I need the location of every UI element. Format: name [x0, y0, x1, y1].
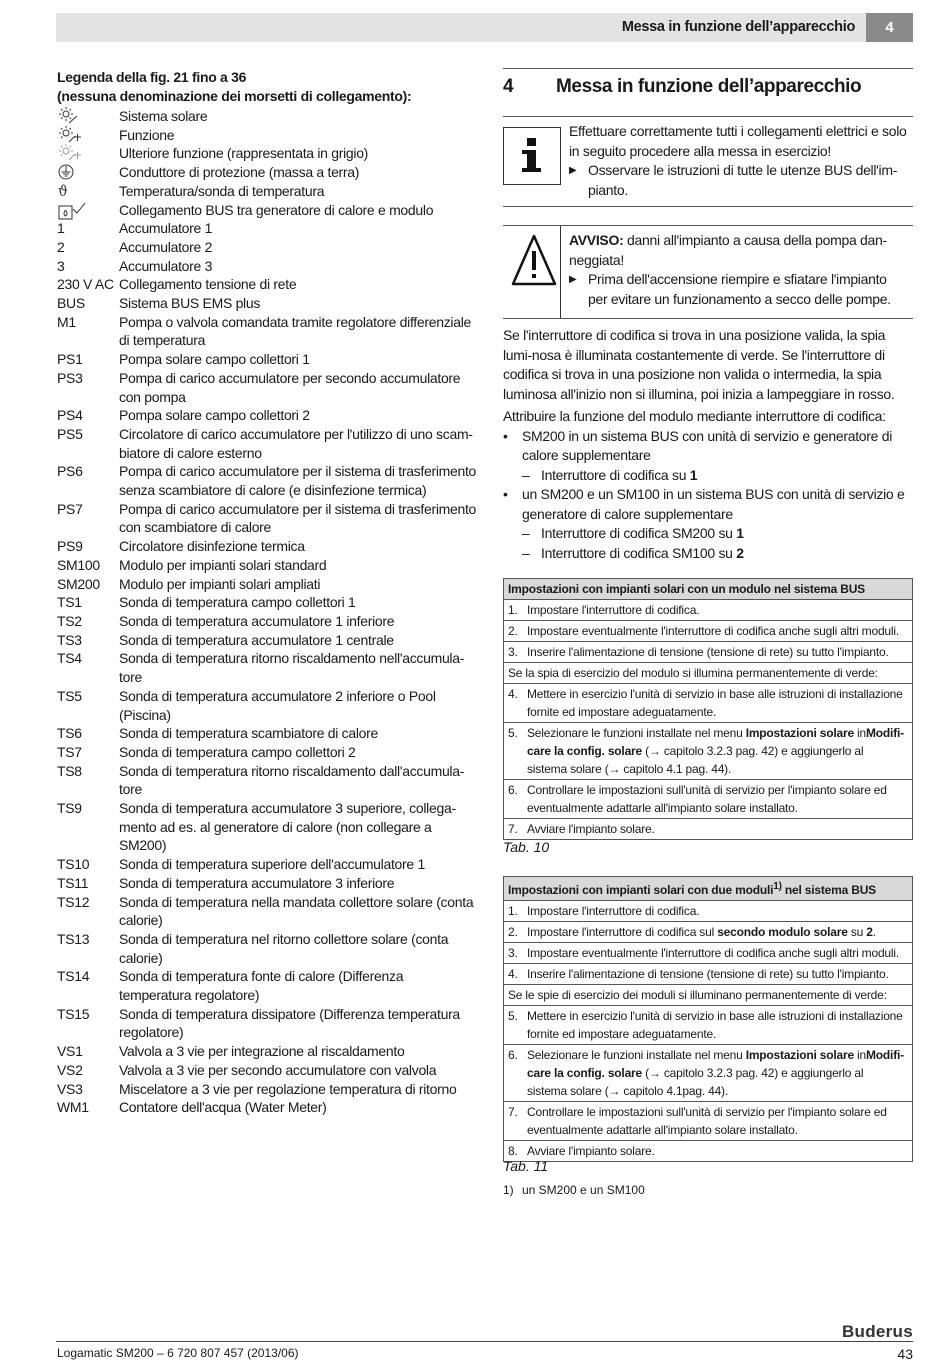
section-number: 4 [503, 76, 514, 97]
legend-item [57, 1005, 477, 1042]
legend-key: TS3 [57, 631, 82, 648]
legend-item [57, 275, 477, 294]
legend-title-line1: Legenda della fig. 21 fino a 36 [57, 69, 247, 85]
legend-text: Accumulatore 2 [119, 238, 213, 255]
warning-text [569, 231, 909, 270]
legend-text: Sonda di temperatura campo collettori 1 [119, 594, 356, 611]
legend-text: Sonda di temperatura accumulatore 1 centrale [119, 631, 394, 648]
legend-text: Pompa solare campo collettori 2 [119, 407, 310, 424]
info-text-block [569, 122, 909, 200]
section-top-rule [503, 68, 913, 69]
legend-key: PS7 [57, 500, 83, 517]
function-icon [57, 126, 119, 145]
table-row: 5. Selezionare le funzioni installate nel menu Impostazioni solare inModifi-care la config. solare (→ capitolo 3.2.3 pag. 42) e aggiungerlo al sistema solare (→ capitolo 4.1 pag. 44). [504, 723, 913, 780]
legend-key: WM1 [57, 1099, 89, 1116]
table-row: 2. Impostare l'interruttore di codifica sul secondo modulo solare su 2. [504, 922, 913, 943]
legend-key: TS13 [57, 930, 90, 947]
legend-text: Sonda di temperatura ritorno riscaldamento nell'accumula-tore [119, 650, 465, 686]
list-subitem: – Interruttore di codifica su 1 [522, 466, 698, 483]
body-content [503, 407, 913, 563]
legend-key: PS6 [57, 463, 83, 480]
table-row: 3. Impostare eventualmente l'interruttore di codifica anche sugli altri moduli. [504, 943, 913, 964]
list-item: • un SM200 e un SM100 in un sistema BUS con unità di servizio e generatore di calore supplementare [503, 486, 905, 522]
legend-item [57, 425, 477, 462]
legend-text: Pompa o valvola comandata tramite regolatore differenziale di temperatura [119, 313, 471, 349]
arrow-right-icon: ▶ [569, 274, 577, 285]
legend-item [57, 1098, 477, 1117]
table-row: 4. Inserire l'alimentazione di tensione (tensione di rete) su tutto l'impianto. [504, 964, 913, 985]
warning-action [569, 270, 909, 309]
legend-title-line2: (nessuna denominazione dei morsetti di collegamento): [57, 88, 412, 104]
temperature-sensor-icon [57, 182, 119, 201]
legend-item [57, 406, 477, 425]
legend-text: Sonda di temperatura ritorno riscaldamento dall'accumula-tore [119, 762, 465, 798]
footer-rule [56, 1341, 913, 1342]
legend-item [57, 967, 477, 1004]
legend-key: TS9 [57, 800, 82, 817]
legend-item [57, 182, 477, 201]
legend-text: Valvola a 3 vie per secondo accumulatore con valvola [119, 1061, 437, 1078]
chapter-number: 4 [866, 13, 913, 42]
table-row: 7. Avviare l'impianto solare. [504, 819, 913, 840]
table-11-caption: Tab. 11 [503, 1158, 549, 1174]
footnote: 1) un SM200 e un SM100 [503, 1183, 645, 1197]
legend-title [57, 68, 411, 106]
warning-bottom-rule [503, 318, 913, 319]
legend-item [57, 874, 477, 893]
info-action [569, 161, 909, 200]
info-icon [503, 127, 561, 185]
table-row: 1. Impostare l'interruttore di codifica. [504, 600, 913, 621]
table-note-row: Se le spie di esercizio dei moduli si illuminano permanentemente di verde: [504, 985, 913, 1006]
body-paragraph-2: Attribuire la funzione del modulo mediante interruttore di codifica: [503, 408, 886, 424]
legend-text: Modulo per impianti solari ampliati [119, 575, 321, 592]
legend-key: TS7 [57, 743, 82, 760]
info-action-text: Osservare le istruzioni di tutte le utenze BUS dell'im-pianto. [588, 162, 898, 198]
legend-text: Sonda di temperatura campo collettori 2 [119, 743, 356, 760]
legend-key: 230 V AC [57, 276, 114, 293]
legend-item [57, 687, 477, 724]
legend-item [57, 1080, 477, 1099]
legend-text: Contatore dell'acqua (Water Meter) [119, 1099, 327, 1116]
legend-key: SM100 [57, 556, 100, 573]
table-header: Impostazioni con impianti solari con due moduli$^{1)}$ nel sistema BUS [504, 877, 913, 901]
legend-item [57, 294, 477, 313]
warning-label: AVVISO: [569, 232, 624, 248]
legend-text: Funzione [119, 126, 175, 143]
page-header [56, 13, 913, 42]
legend-item [57, 462, 477, 499]
legend-text: Modulo per impianti solari standard [119, 556, 327, 573]
table-row: 4. Mettere in esercizio l'unità di servizio in base alle istruzioni di installazione fornite ed impostare adeguatamente. [504, 684, 913, 723]
info-text: Effettuare correttamente tutti i collegamenti elettrici e solo in seguito procedere alla messa in esercizio! [569, 123, 907, 159]
legend-text: Sonda di temperatura accumulatore 1 inferiore [119, 612, 395, 629]
legend-item [57, 893, 477, 930]
legend-item [57, 1061, 477, 1080]
legend-item [57, 593, 477, 612]
legend-key: VS2 [57, 1061, 83, 1078]
warning-action-text: Prima dell'accensione riempire e sfiatare l'impianto per evitare un funzionamento a secco delle pompe. [588, 271, 891, 307]
legend-item [57, 537, 477, 556]
table-row: 3. Inserire l'alimentazione di tensione (tensione di rete) su tutto l'impianto. [504, 642, 913, 663]
legend-item [57, 930, 477, 967]
page-number: 43 [897, 1346, 913, 1362]
legend-key: TS1 [57, 594, 82, 611]
legend-item [57, 649, 477, 686]
legend-text: Miscelatore a 3 vie per regolazione temperatura di ritorno [119, 1080, 457, 1097]
legend-key: TS14 [57, 968, 90, 985]
legend-key: SM200 [57, 575, 100, 592]
legend-key: TS8 [57, 762, 82, 779]
legend-key: 2 [57, 238, 65, 255]
legend-item [57, 144, 477, 163]
table-row: 7. Controllare le impostazioni sull'unità di servizio per l'impianto solare ed eventualmente adattarle all'impianto solare installato. [504, 1102, 913, 1141]
legend-text: Pompa di carico accumulatore per il sistema di trasferimento con scambiatore di calore [119, 500, 477, 536]
legend-key: BUS [57, 295, 85, 312]
legend-key: TS15 [57, 1005, 90, 1022]
list-subitem: – Interruttore di codifica SM200 su 1 [522, 525, 744, 541]
brand-logo: Buderus [841, 1322, 913, 1341]
legend-text: Sonda di temperatura dissipatore (Differenza temperatura regolatore) [119, 1005, 460, 1041]
legend-item [57, 369, 477, 406]
legend-text: Collegamento BUS tra generatore di calore e modulo [119, 201, 434, 218]
legend-text: Accumulatore 1 [119, 220, 213, 237]
legend-item [57, 201, 477, 220]
list-subitem: – Interruttore di codifica SM100 su 2 [522, 544, 744, 561]
earth-ground-icon [57, 163, 119, 182]
section-title [503, 76, 861, 98]
legend-key: TS11 [57, 874, 89, 891]
legend-key: PS5 [57, 425, 83, 442]
legend-text: Sonda di temperatura accumulatore 3 superiore, collega-mento ad es. al generatore di calore (non collegare a SM200) [119, 800, 456, 854]
legend-text: Pompa di carico accumulatore per il sistema di trasferimento senza scambiatore di calore (e disinfezione termica) [119, 463, 477, 499]
legend-key: TS10 [57, 856, 90, 873]
legend-key: 1 [57, 220, 65, 237]
legend-key: 3 [57, 257, 65, 274]
legend-text: Sonda di temperatura nel ritorno collettore solare (conta calorie) [119, 930, 449, 966]
legend-text: Circolatore di carico accumulatore per l'utilizzo di uno scam-biatore di calore esterno [119, 425, 473, 461]
svg-text:ϑ: ϑ [58, 181, 68, 200]
legend-item [57, 238, 477, 257]
info-top-rule [503, 116, 913, 117]
arrow-right-icon: ▶ [569, 165, 577, 176]
legend-item [57, 855, 477, 874]
header-title: Messa in funzione dell’apparecchio [621, 19, 855, 35]
warning-note [503, 226, 913, 318]
legend-key: TS5 [57, 687, 82, 704]
legend-item [57, 612, 477, 631]
table-row: 6. Selezionare le funzioni installate nel menu Impostazioni solare inModifi-care la config. solare (→ capitolo 3.2.3 pag. 42) e aggiungerlo al sistema solare (→ capitolo 4.1pag. 44). [504, 1045, 913, 1102]
legend-text: Sonda di temperatura accumulatore 3 inferiore [119, 874, 395, 891]
legend-key: PS9 [57, 538, 83, 555]
legend-item [57, 313, 477, 350]
legend-key: VS3 [57, 1080, 83, 1097]
legend-text: Circolatore disinfezione termica [119, 538, 305, 555]
legend-text: Sonda di temperatura scambiatore di calore [119, 725, 378, 742]
legend-item [57, 257, 477, 276]
table-row: 1. Impostare l'interruttore di codifica. [504, 901, 913, 922]
legend-key: TS6 [57, 725, 82, 742]
legend-item [57, 350, 477, 369]
legend-key: PS1 [57, 351, 83, 368]
table-10-caption: Tab. 10 [503, 839, 550, 855]
document-reference: Logamatic SM200 – 6 720 807 457 (2013/06) [57, 1346, 299, 1360]
table-11 [503, 876, 913, 1162]
legend-item [57, 219, 477, 238]
legend-key: PS4 [57, 407, 83, 424]
table-note-row: Se la spia di esercizio del modulo si illumina permanentemente di verde: [504, 663, 913, 684]
legend-text: Pompa di carico accumulatore per secondo accumulatore con pompa [119, 369, 461, 405]
legend-text: Collegamento tensione di rete [119, 276, 297, 293]
table-row: 8. Avviare l'impianto solare. [504, 1141, 913, 1162]
legend-list [57, 107, 477, 1117]
table-row: 5. Mettere in esercizio l'unità di servizio in base alle istruzioni di installazione fornite ed impostare adeguatamente. [504, 1006, 913, 1045]
legend-text: Sonda di temperatura accumulatore 2 inferiore o Pool (Piscina) [119, 687, 436, 723]
legend-key: TS4 [57, 650, 82, 667]
info-bottom-rule [503, 206, 913, 207]
legend-key: VS1 [57, 1043, 83, 1060]
legend-text: Valvola a 3 vie per integrazione al riscaldamento [119, 1043, 405, 1060]
legend-text: Temperatura/sonda di temperatura [119, 182, 325, 199]
section-title-text: Messa in funzione dell’apparecchio [556, 76, 862, 97]
legend-key: M1 [57, 313, 76, 330]
legend-key: TS12 [57, 893, 90, 910]
legend-item [57, 631, 477, 650]
legend-text: Sonda di temperatura fonte di calore (Differenza temperatura regolatore) [119, 968, 404, 1004]
legend-item [57, 500, 477, 537]
legend-item [57, 724, 477, 743]
additional-function-icon [57, 144, 119, 163]
legend-text: Conduttore di protezione (massa a terra) [119, 164, 360, 181]
legend-item [57, 799, 477, 855]
legend-text: Pompa solare campo collettori 1 [119, 351, 310, 368]
legend-text: Ulteriore funzione (rappresentata in grigio) [119, 145, 369, 162]
legend-item [57, 1042, 477, 1061]
legend-item [57, 163, 477, 182]
list-item: • SM200 in un sistema BUS con unità di servizio e generatore di calore supplementare [503, 427, 893, 463]
warning-icon [503, 226, 561, 318]
table-header: Impostazioni con impianti solari con un modulo nel sistema BUS [504, 579, 913, 600]
legend-text: Accumulatore 3 [119, 257, 213, 274]
legend-text: Sonda di temperatura nella mandata collettore solare (conta calorie) [119, 893, 474, 929]
legend-key: PS3 [57, 369, 83, 386]
legend-item [57, 762, 477, 799]
info-note [503, 122, 913, 202]
legend-text: Sistema BUS EMS plus [119, 295, 261, 312]
legend-item [57, 107, 477, 126]
legend-key: TS2 [57, 612, 82, 629]
body-paragraph-1: Se l'interruttore di codifica si trova in una posizione valida, la spia lumi-nosa è illuminata costantemente di verde. Se l'interruttore di codifica si trova in una posizione non valida o intermedia, la spia luminosa all'inizio non si illumina, poi inizia a lampeggiare in rosso. [503, 327, 895, 402]
legend-text: Sonda di temperatura superiore dell'accumulatore 1 [119, 856, 425, 873]
solar-system-icon [57, 107, 119, 126]
bus-connection-icon [57, 201, 119, 220]
table-row: 2. Impostare eventualmente l'interruttore di codifica anche sugli altri moduli. [504, 621, 913, 642]
legend-text: Sistema solare [119, 108, 208, 124]
table-10 [503, 578, 913, 840]
warning-message: danni all'impianto a causa della pompa dan-neggiata! [569, 232, 887, 268]
legend-item [57, 575, 477, 594]
table-row: 6. Controllare le impostazioni sull'unità di servizio per l'impianto solare ed eventualmente adattarle all'impianto solare installato. [504, 780, 913, 819]
legend-item [57, 743, 477, 762]
warning-text-block [569, 231, 909, 309]
legend-item [57, 126, 477, 145]
legend-item [57, 556, 477, 575]
